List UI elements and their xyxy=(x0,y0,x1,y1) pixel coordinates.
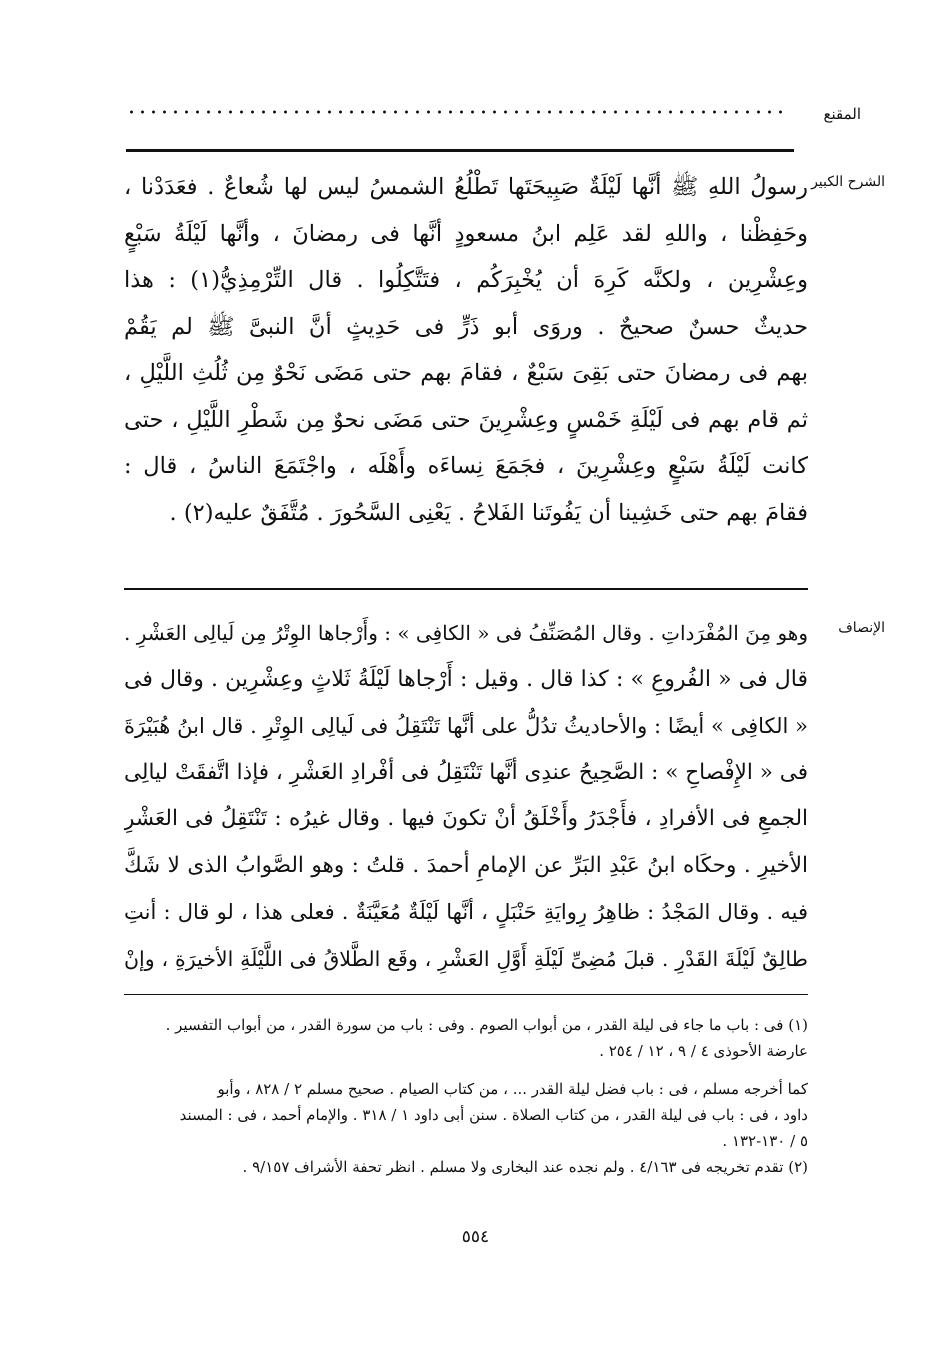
sharh-line: وعِشْرِين ، ولكنَّه كَرِهَ أن يُخْبِرَكُم ، فتَتَّكِلُوا . قال التِّرْمِذِيُّ(١) : هذا xyxy=(124,267,808,293)
page-number: ٥٥٤ xyxy=(461,1227,490,1247)
insaf-line: طالِقٌ لَيْلَةَ القَدْرِ . قبلَ مُضِىِّ لَيْلَةِ أَوَّلِ العَشْرِ ، وقَع الطَّلاقُ فى اللَّيْلَةِ الأخيرَةِ ، وإنْ xyxy=(124,946,808,971)
insaf-line: الجمعِ فى الأفرادِ ، فأَجْدَرُ وأَخْلَقُ أنْ تكونَ فيها . وقال غيرُه : تَنْتَقِلُ فى العَشْرِ xyxy=(124,806,808,831)
insaf-line: الأخيرِ . وحكَاه ابنُ عَبْدِ البَرِّ عن الإمامِ أحمدَ . قلتُ : وهو الصَّوابُ الذى لا شَكَّ xyxy=(124,852,808,878)
sharh-line: حديثٌ حسنٌ صحيحٌ . وروَى أبو ذَرٍّ فى حَدِيثٍ أنَّ النبىَّ ﷺ لم يَقُمْ xyxy=(124,313,808,340)
sharh-line: رسولُ اللهِ ﷺ أنَّها لَيْلَةٌ صَبِيحَتَها تَطْلُعُ الشمسُ ليس لها شُعاعٌ . فعَدَدْنا ، xyxy=(124,174,808,200)
footnote-line: (٢) تقدم تخريجه فى ٤/١٦٣ . ولم نجده عند البخارى ولا مسلم . انظر تحفة الأشراف ٩/١٥٧ . xyxy=(242,1158,808,1176)
header-rule xyxy=(126,149,794,152)
insaf-line: قال فى « الفُروعِ » : كذا قال . وقيل : أَرْجاها لَيْلَةُ ثَلاثٍ وعِشْرِين . وقال فى xyxy=(124,666,808,692)
sharh-section-label: الشرح الكبير xyxy=(811,174,885,190)
section-divider xyxy=(124,588,808,590)
insaf-line: فيه . وقال المَجْدُ : ظاهِرُ رِوايَةِ حَنْبَلٍ ، أنَّها لَيْلَةٌ مُعَيَّنَةٌ . فعلى هذا ، لو قال : أنتِ xyxy=(124,900,808,924)
insaf-section-label: الإنصاف xyxy=(838,620,885,636)
sharh-line: كانت لَيْلَةُ سَبْعٍ وعِشْرِينَ ، فجَمَعَ نِساءَه وأَهْلَه ، واجْتَمَعَ الناسُ ، قال : xyxy=(124,453,808,479)
footnote-line: ٥ / ١٣٠-١٣٢ . xyxy=(722,1132,808,1150)
footnote-line: (١) فى : باب ما جاء فى ليلة القدر ، من أبواب الصوم . وفى : باب من سورة القدر ، من أبواب التفسير . xyxy=(165,1016,808,1034)
sharh-line: فقامَ بهم حتى خَشِينا أن يَفُوتَنا الفَلاحُ . يَعْنِى السَّحُورَ . مُتَّفَقٌ عليه(٢) . xyxy=(169,499,808,526)
sharh-line: بهم فى رمضانَ حتى بَقِىَ سَبْعٌ ، فقامَ بهم حتى مَضَى نَحْوٌ مِن ثُلُثِ اللَّيْلِ ، xyxy=(124,360,808,386)
footnote-rule xyxy=(124,994,808,995)
insaf-line: فى « الإِفْصاحِ » : الصَّحِيحُ عندِى أنَّها تَنْتَقِلُ فى أفْرادِ العَشْرِ ، فإذا اتَّفقَتْ ليالِى xyxy=(124,759,808,785)
footnote-line: داود ، فى : باب فى ليلة القدر ، من كتاب الصلاة . سنن أبى داود ١ / ٣١٨ . والإمام أحمد ، فى : المسند xyxy=(179,1106,808,1124)
sharh-line: ثم قام بهم فى لَيْلَةِ خَمْسٍ وعِشْرِينَ حتى مَضَى نحوٌ مِن شَطْرِ اللَّيْلِ ، حتى xyxy=(124,406,808,433)
insaf-line: وهو مِنَ المُفْرَداتِ . وقال المُصَنِّفُ فى « الكافِى » : وأَرْجاها الوِتْرُ مِن لَيالِى العَشْرِ . xyxy=(124,621,808,645)
sharh-text xyxy=(124,164,808,536)
footnotes xyxy=(124,1012,808,1180)
footnote-line: عارضة الأحوذى ٤ / ٩ ، ١٢ / ٢٥٤ . xyxy=(599,1042,808,1060)
sharh-line: وحَفِظْنا ، واللهِ لقد عَلِم ابنُ مسعودٍ أنَّها فى رمضانَ ، وأنَّها لَيْلَةُ سَبْعٍ xyxy=(124,220,808,247)
insaf-text xyxy=(124,610,808,982)
running-title: المقنع xyxy=(823,105,861,123)
footnote-line: كما أخرجه مسلم ، فى : باب فضل ليلة القدر ... ، من كتاب الصيام . صحيح مسلم ٢ / ٨٢٨ ، وأبو xyxy=(217,1080,808,1098)
insaf-line: « الكافِى » أيضًا : والأحاديثُ تدُلُّ على أنَّها تَنْتَقِلُ فى لَيالِى الوِتْرِ . قال ابنُ هُبَيْرَةَ xyxy=(124,714,808,738)
header-dotted-leader xyxy=(126,110,786,114)
